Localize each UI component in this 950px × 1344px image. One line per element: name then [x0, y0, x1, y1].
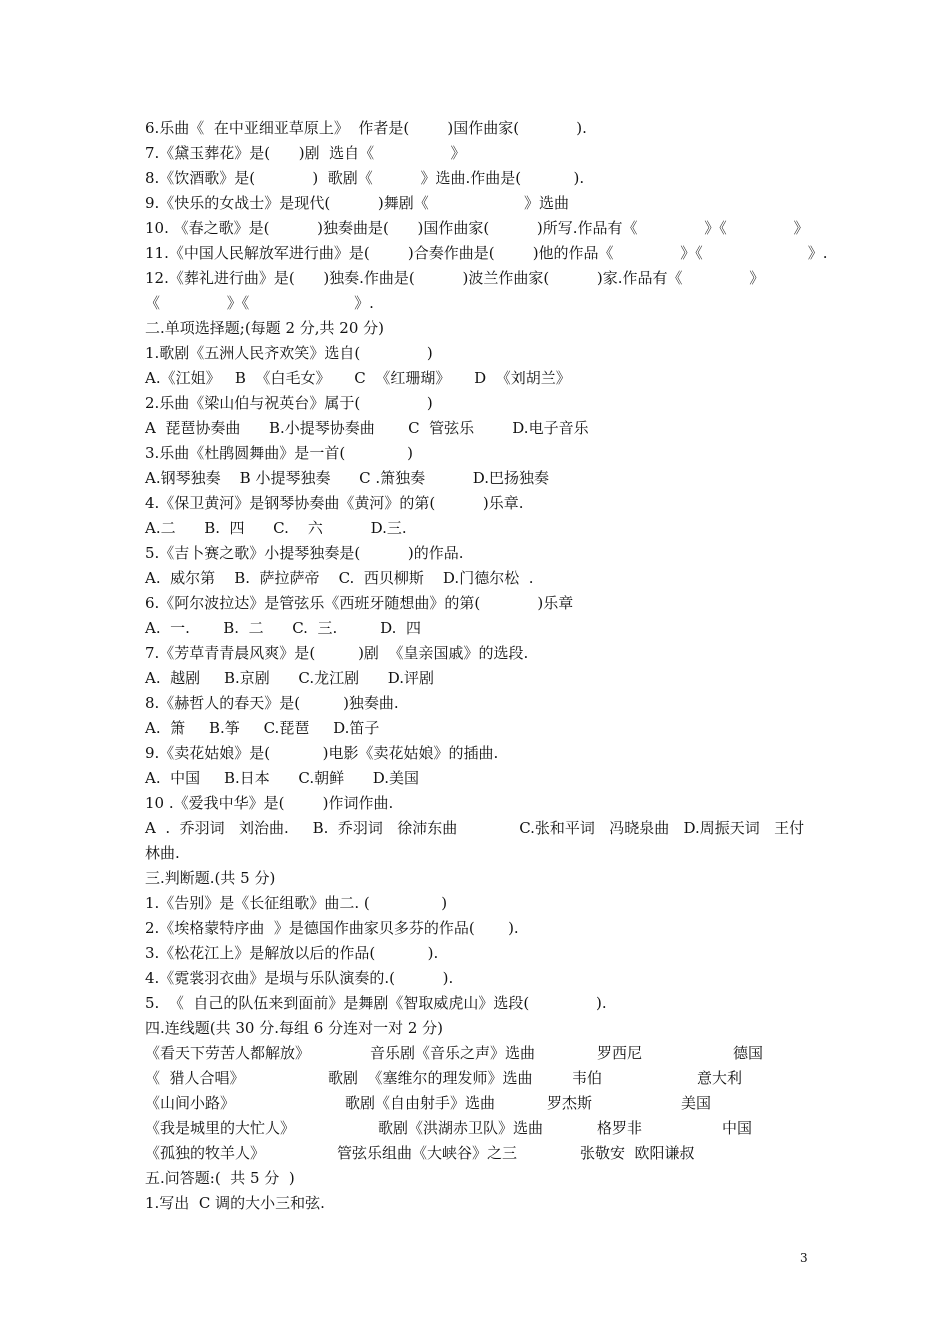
matching-row	[0, 1143, 950, 1163]
fill-question-12-cont: 《 》《 》.	[145, 294, 374, 312]
matching-row	[0, 1068, 950, 1088]
section-5-title: 五.问答题:( 共 5 分 )	[145, 1169, 295, 1187]
mc-q7: 7.《芳草青青晨风爽》是( )剧 《皇亲国戚》的选段.	[145, 644, 529, 662]
tf-q2: 2.《埃格蒙特序曲 》是德国作曲家贝多芬的作品( ).	[145, 919, 519, 937]
tf-q4: 4.《霓裳羽衣曲》是埙与乐队演奏的.( ).	[145, 969, 454, 987]
fill-question-10: 10. 《春之歌》是( )独奏曲是( )国作曲家( )所写.作品有《 》《 》	[145, 219, 809, 237]
tf-q3: 3.《松花江上》是解放以后的作品( ).	[145, 944, 439, 962]
matching-country: 德国	[733, 1044, 764, 1062]
mc-q10-options: A . 乔羽词 刘治曲. B. 乔羽词 徐沛东曲 C.张和平词 冯晓泉曲 D.周振天词 王付	[145, 819, 805, 837]
mc-q2: 2.乐曲《梁山伯与祝英台》属于( )	[145, 394, 433, 412]
mc-q3-options: A.钢琴独奏 B 小提琴独奏 C .箫独奏 D.巴扬独奏	[145, 469, 550, 487]
matching-source: 管弦乐组曲《大峡谷》之三	[337, 1144, 518, 1162]
matching-country: 中国	[722, 1119, 753, 1137]
fill-question-12: 12.《葬礼进行曲》是( )独奏.作曲是( )波兰作曲家( )家.作品有《 》	[145, 269, 765, 287]
mc-q10: 10 .《爱我中华》是( )作词作曲.	[145, 794, 394, 812]
matching-source: 音乐剧《音乐之声》选曲	[370, 1044, 536, 1062]
fill-question-11: 11.《中国人民解放军进行曲》是( )合奏作曲是( )他的作品《 》《 》.	[145, 244, 828, 262]
mc-q9: 9.《卖花姑娘》是( )电影《卖花姑娘》的插曲.	[145, 744, 499, 762]
mc-q1-options: A.《江姐》 B 《白毛女》 C 《红珊瑚》 D 《刘胡兰》	[145, 369, 571, 387]
mc-q8: 8.《赫哲人的春天》是( )独奏曲.	[145, 694, 399, 712]
fill-question-8: 8.《饮酒歌》是( ) 歌剧《 》选曲.作曲是( ).	[145, 169, 585, 187]
matching-row	[0, 1043, 950, 1063]
fill-question-7: 7.《黛玉葬花》是( )剧 选自《 》	[145, 144, 466, 162]
matching-composer: 罗西尼	[597, 1044, 643, 1062]
matching-piece: 《孤独的牧羊人》	[145, 1144, 266, 1162]
matching-source: 歌剧 《塞维尔的理发师》选曲	[328, 1069, 533, 1087]
matching-composer: 罗杰斯	[547, 1094, 593, 1112]
matching-composer: 韦伯	[572, 1069, 603, 1087]
mc-q6-options: A. 一. B. 二 C. 三. D. 四	[145, 619, 421, 637]
matching-piece: 《我是城里的大忙人》	[145, 1119, 296, 1137]
mc-q9-options: A. 中国 B.日本 C.朝鲜 D.美国	[145, 769, 419, 787]
mc-q10-options-cont: 林曲.	[145, 844, 180, 862]
matching-row	[0, 1118, 950, 1138]
section-2-title: 二.单项选择题;(每题 2 分,共 20 分)	[145, 319, 384, 337]
matching-piece: 《山间小路》	[145, 1094, 236, 1112]
matching-piece: 《 猎人合唱》	[145, 1069, 245, 1087]
matching-source: 歌剧《自由射手》选曲	[345, 1094, 496, 1112]
mc-q2-options: A 琵琶协奏曲 B.小提琴协奏曲 C 管弦乐 D.电子音乐	[145, 419, 589, 437]
matching-source: 歌剧《洪湖赤卫队》选曲	[378, 1119, 544, 1137]
matching-composer: 格罗非	[597, 1119, 643, 1137]
mc-q5: 5.《吉卜赛之歌》小提琴独奏是( )的作品.	[145, 544, 464, 562]
section-4-title: 四.连线题(共 30 分.每组 6 分连对一对 2 分)	[145, 1019, 444, 1037]
matching-composer: 张敬安 欧阳谦叔	[580, 1144, 695, 1162]
qa-q1: 1.写出 C 调的大小三和弦.	[145, 1194, 325, 1212]
mc-q6: 6.《阿尔波拉达》是管弦乐《西班牙随想曲》的第( )乐章	[145, 594, 574, 612]
mc-q3: 3.乐曲《杜鹃圆舞曲》是一首( )	[145, 444, 414, 462]
mc-q1: 1.歌剧《五洲人民齐欢笑》选自( )	[145, 344, 433, 362]
matching-country: 美国	[681, 1094, 712, 1112]
mc-q5-options: A. 威尔第 B. 萨拉萨帝 C. 西贝柳斯 D.门德尔松 .	[145, 569, 534, 587]
mc-q7-options: A. 越剧 B.京剧 C.龙江剧 D.评剧	[145, 669, 434, 687]
mc-q4-options: A.二 B. 四 C. 六 D.三.	[145, 519, 407, 537]
mc-q8-options: A. 箫 B.筝 C.琵琶 D.笛子	[145, 719, 380, 737]
fill-question-9: 9.《快乐的女战士》是现代( )舞剧《 》选曲	[145, 194, 570, 212]
section-3-title: 三.判断题.(共 5 分)	[145, 869, 276, 887]
tf-q5: 5. 《 自己的队伍来到面前》是舞剧《智取威虎山》选段( ).	[145, 994, 607, 1012]
mc-q4: 4.《保卫黄河》是钢琴协奏曲《黄河》的第( )乐章.	[145, 494, 524, 512]
page-number: 3	[800, 1251, 808, 1265]
matching-row	[0, 1093, 950, 1113]
tf-q1: 1.《告别》是《长征组歌》曲二. ( )	[145, 894, 448, 912]
matching-country: 意大利	[697, 1069, 743, 1087]
fill-question-6: 6.乐曲《 在中亚细亚草原上》 作者是( )国作曲家( ).	[145, 119, 587, 137]
matching-piece: 《看天下劳苦人都解放》	[145, 1044, 311, 1062]
